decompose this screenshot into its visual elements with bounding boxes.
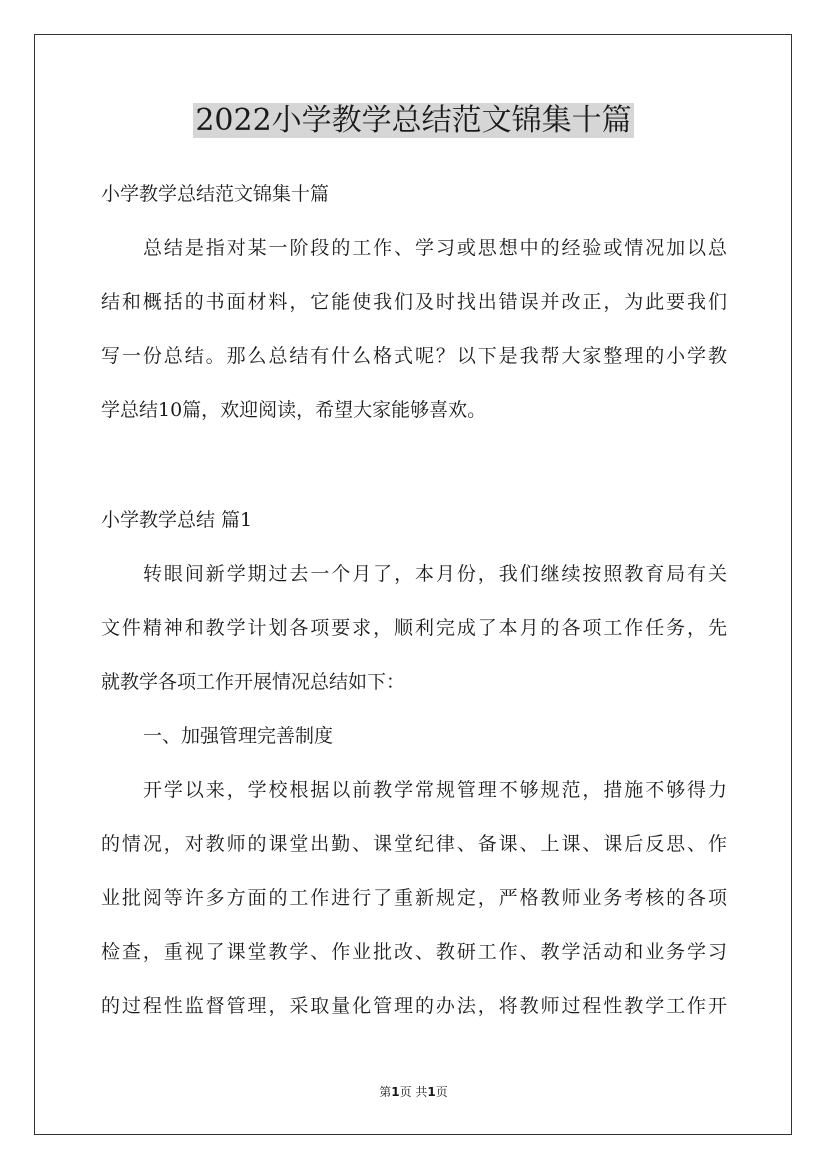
- footer-page-total: 1: [427, 1085, 436, 1099]
- footer-page-current: 1: [391, 1085, 400, 1099]
- section-para2-line-1: 开学以来，学校根据以前教学常规管理不够规范，措施不够得力: [143, 779, 727, 801]
- footer-page-suffix: 页: [435, 1085, 448, 1099]
- sub-heading: 一、加强管理完善制度: [143, 725, 334, 747]
- intro-line-3: 写一份总结。那么总结有什么格式呢？以下是我帮大家整理的小学教: [101, 345, 727, 367]
- intro-line-4: 学总结10篇，欢迎阅读，希望大家能够喜欢。: [101, 399, 487, 421]
- document-title-text: 2022小学教学总结范文锦集十篇: [195, 103, 632, 138]
- intro-line-1: 总结是指对某一阶段的工作、学习或思想中的经验或情况加以总: [143, 237, 727, 259]
- footer-page-prefix: 第: [379, 1085, 392, 1099]
- section-para1-line-1: 转眼间新学期过去一个月了，本月份，我们继续按照教育局有关: [143, 563, 727, 585]
- section-para1-line-2: 文件精神和教学计划各项要求，顺利完成了本月的各项工作任务，先: [101, 617, 727, 639]
- intro-line-2: 结和概括的书面材料，它能使我们及时找出错误并改正，为此要我们: [101, 291, 727, 313]
- document-subtitle: 小学教学总结范文锦集十篇: [101, 183, 330, 205]
- section-para1-line-3: 就教学各项工作开展情况总结如下：: [101, 671, 406, 693]
- section-para2-line-4: 检查，重视了课堂教学、作业批改、教研工作、教学活动和业务学习: [101, 941, 727, 963]
- page-footer: [0, 1084, 827, 1100]
- document-title: [0, 98, 827, 144]
- section-para2-line-5: 的过程性监督管理，采取量化管理的办法，将教师过程性教学工作开: [101, 995, 727, 1017]
- section-para2-line-2: 的情况，对教师的课堂出勤、课堂纪律、备课、上课、课后反思、作: [101, 833, 727, 855]
- section-para2-line-3: 业批阅等许多方面的工作进行了重新规定，严格教师业务考核的各项: [101, 887, 727, 909]
- footer-page-mid: 页 共: [399, 1085, 428, 1099]
- section-heading: 小学教学总结 篇1: [101, 509, 253, 531]
